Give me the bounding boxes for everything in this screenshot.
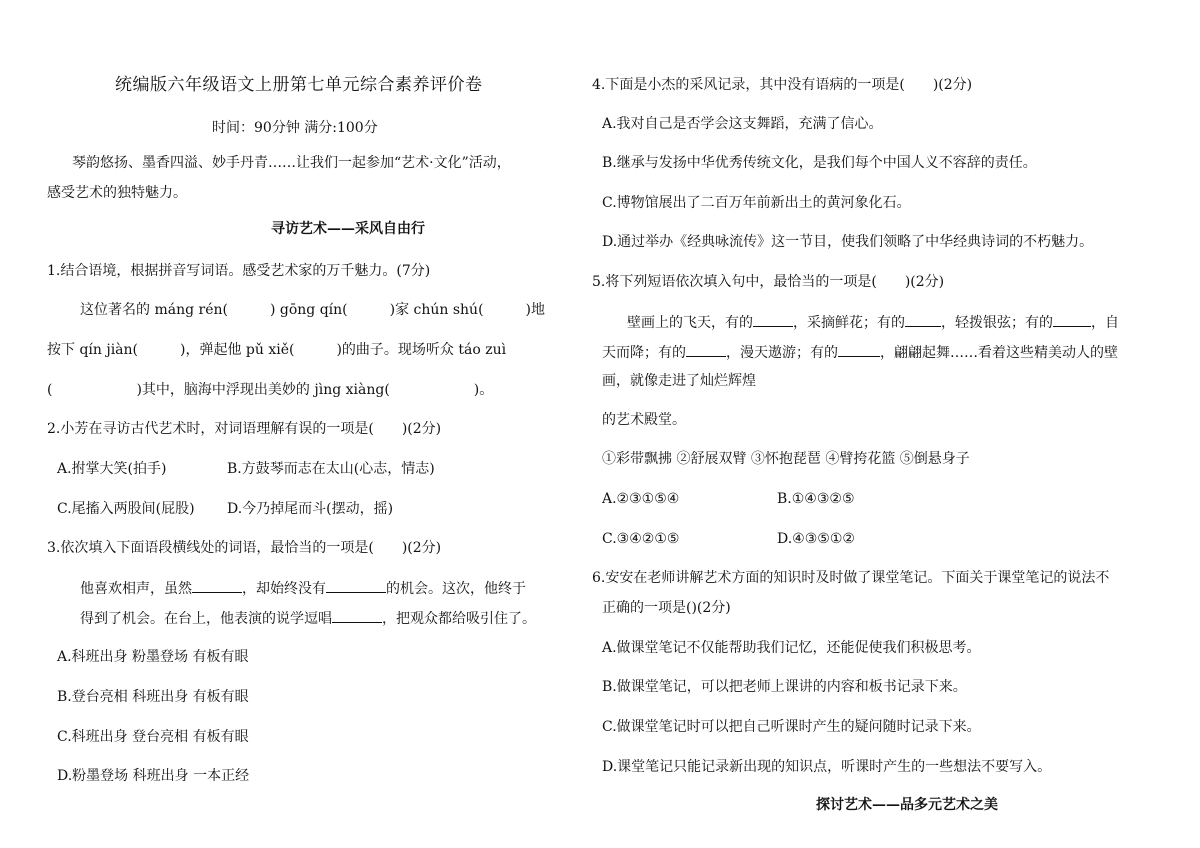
q4-option-d: D.通过举办《经典咏流传》这一节目，使我们领略了中华经典诗词的不朽魅力。 <box>602 234 1094 250</box>
fill-blank[interactable] <box>326 579 386 593</box>
q5-text: ，漫天遨游；有的 <box>726 345 838 361</box>
q5-text: ，轻拨银弦；有的 <box>941 315 1053 331</box>
fill-blank[interactable] <box>686 343 726 357</box>
q1-line-3: ( )其中，脑海中浮现出美妙的 jìng xiàng( )。 <box>47 382 494 398</box>
q6-stem-line-2: 正确的一项是()(2分) <box>602 600 731 616</box>
q3-option-b: B.登台亮相 科班出身 有板有眼 <box>57 689 249 705</box>
q5-option-a: A.②③①⑤④ <box>602 491 680 507</box>
q2-option-c: C.尾搐入两股间(屁股) <box>57 501 195 517</box>
q2-option-b: B.方鼓琴而志在太山(心志，情志) <box>227 461 435 477</box>
q2-option-a: A.拊掌大笑(拍手) <box>57 461 167 477</box>
q5-passage-line-2 <box>602 343 1118 362</box>
q6-stem-line-1: 6.安安在老师讲解艺术方面的知识时及时做了课堂笔记。下面关于课堂笔记的说法不 <box>592 570 1110 586</box>
q6-option-a: A.做课堂笔记不仅能帮助我们记忆，还能促使我们积极思考。 <box>602 640 981 656</box>
q3-text: ，把观众都给吸引住了。 <box>382 611 536 627</box>
q5-option-c: C.③④②①⑤ <box>602 531 680 547</box>
q5-text: ，翩翩起舞……看着这些精美动人的壁 <box>880 345 1118 361</box>
intro-line-2: 感受艺术的独特魅力。 <box>47 185 187 201</box>
q3-text: ，却始终没有 <box>242 581 326 597</box>
q6-option-b: B.做课堂笔记，可以把老师上课讲的内容和板书记录下来。 <box>602 679 967 695</box>
fill-blank[interactable] <box>753 313 793 327</box>
q1-line-2: 按下 qín jiàn( )，弹起他 pǔ xiě( )的曲子。现场听众 táo zuì <box>47 342 507 358</box>
q3-passage-line-1 <box>80 579 526 598</box>
q3-text: 他喜欢相声，虽然 <box>80 581 192 597</box>
q5-option-d: D.④③⑤①② <box>777 531 855 547</box>
q3-stem: 3.依次填入下面语段横线处的词语，最恰当的一项是( )(2分) <box>47 540 442 556</box>
fill-blank[interactable] <box>838 343 880 357</box>
q5-text: 壁画上的飞天，有的 <box>627 315 753 331</box>
q2-stem: 2.小芳在寻访古代艺术时，对词语理解有误的一项是( )(2分) <box>47 421 442 437</box>
section-title-2: 探讨艺术——品多元艺术之美 <box>816 797 998 813</box>
q5-text: ，自 <box>1091 315 1119 331</box>
q3-option-a: A.科班出身 粉墨登场 有板有眼 <box>57 649 249 665</box>
fill-blank[interactable] <box>192 579 242 593</box>
q3-text: 得到了机会。在台上，他表演的说学逗唱 <box>80 611 332 627</box>
section-title-1: 寻访艺术——采风自由行 <box>271 221 425 237</box>
fill-blank[interactable] <box>1053 313 1091 327</box>
q4-stem: 4.下面是小杰的采风记录，其中没有语病的一项是( )(2分) <box>592 77 973 93</box>
q3-option-c: C.科班出身 登台亮相 有板有眼 <box>57 729 249 745</box>
fill-blank[interactable] <box>905 313 941 327</box>
q1-stem: 1.结合语境，根据拼音写词语。感受艺术家的万千魅力。(7分) <box>47 263 431 279</box>
q5-phrases: ①彩带飘拂 ②舒展双臂 ③怀抱琵琶 ④臂挎花篮 ⑤倒悬身子 <box>602 451 970 467</box>
q5-passage-line-3: 画，就像走进了灿烂辉煌 <box>602 373 756 389</box>
q3-option-d: D.粉墨登场 科班出身 一本正经 <box>57 768 250 784</box>
q2-option-d: D.今乃掉尾而斗(摆动，摇) <box>227 501 394 517</box>
q1-line-1: 这位著名的 máng rén( ) gōng qín( )家 chún shú( )地 <box>80 302 545 318</box>
q3-text: 的机会。这次，他终于 <box>386 581 526 597</box>
q5-stem: 5.将下列短语依次填入句中，最恰当的一项是( )(2分) <box>592 274 945 290</box>
exam-meta: 时间：90分钟 满分:100分 <box>212 120 378 136</box>
q5-text: 天而降；有的 <box>602 345 686 361</box>
q5-passage-line-1 <box>627 313 1119 332</box>
fill-blank[interactable] <box>332 609 382 623</box>
q3-passage-line-2 <box>80 609 536 628</box>
q4-option-a: A.我对自己是否学会这支舞蹈，充满了信心。 <box>602 116 883 132</box>
intro-line-1: 琴韵悠扬、墨香四溢、妙手丹青……让我们一起参加“艺术·文化”活动， <box>72 155 511 171</box>
q5-passage-line-4: 的艺术殿堂。 <box>602 412 686 428</box>
q6-option-c: C.做课堂笔记时可以把自己听课时产生的疑问随时记录下来。 <box>602 719 981 735</box>
q4-option-c: C.博物馆展出了二百万年前新出土的黄河象化石。 <box>602 195 911 211</box>
q6-option-d: D.课堂笔记只能记录新出现的知识点，听课时产生的一些想法不要写入。 <box>602 759 1052 775</box>
q5-option-b: B.①④③②⑤ <box>777 491 855 507</box>
page-title: 统编版六年级语文上册第七单元综合素养评价卷 <box>115 75 483 95</box>
q4-option-b: B.继承与发扬中华优秀传统文化，是我们每个中国人义不容辞的责任。 <box>602 155 1037 171</box>
q5-text: ，采摘鲜花；有的 <box>793 315 905 331</box>
